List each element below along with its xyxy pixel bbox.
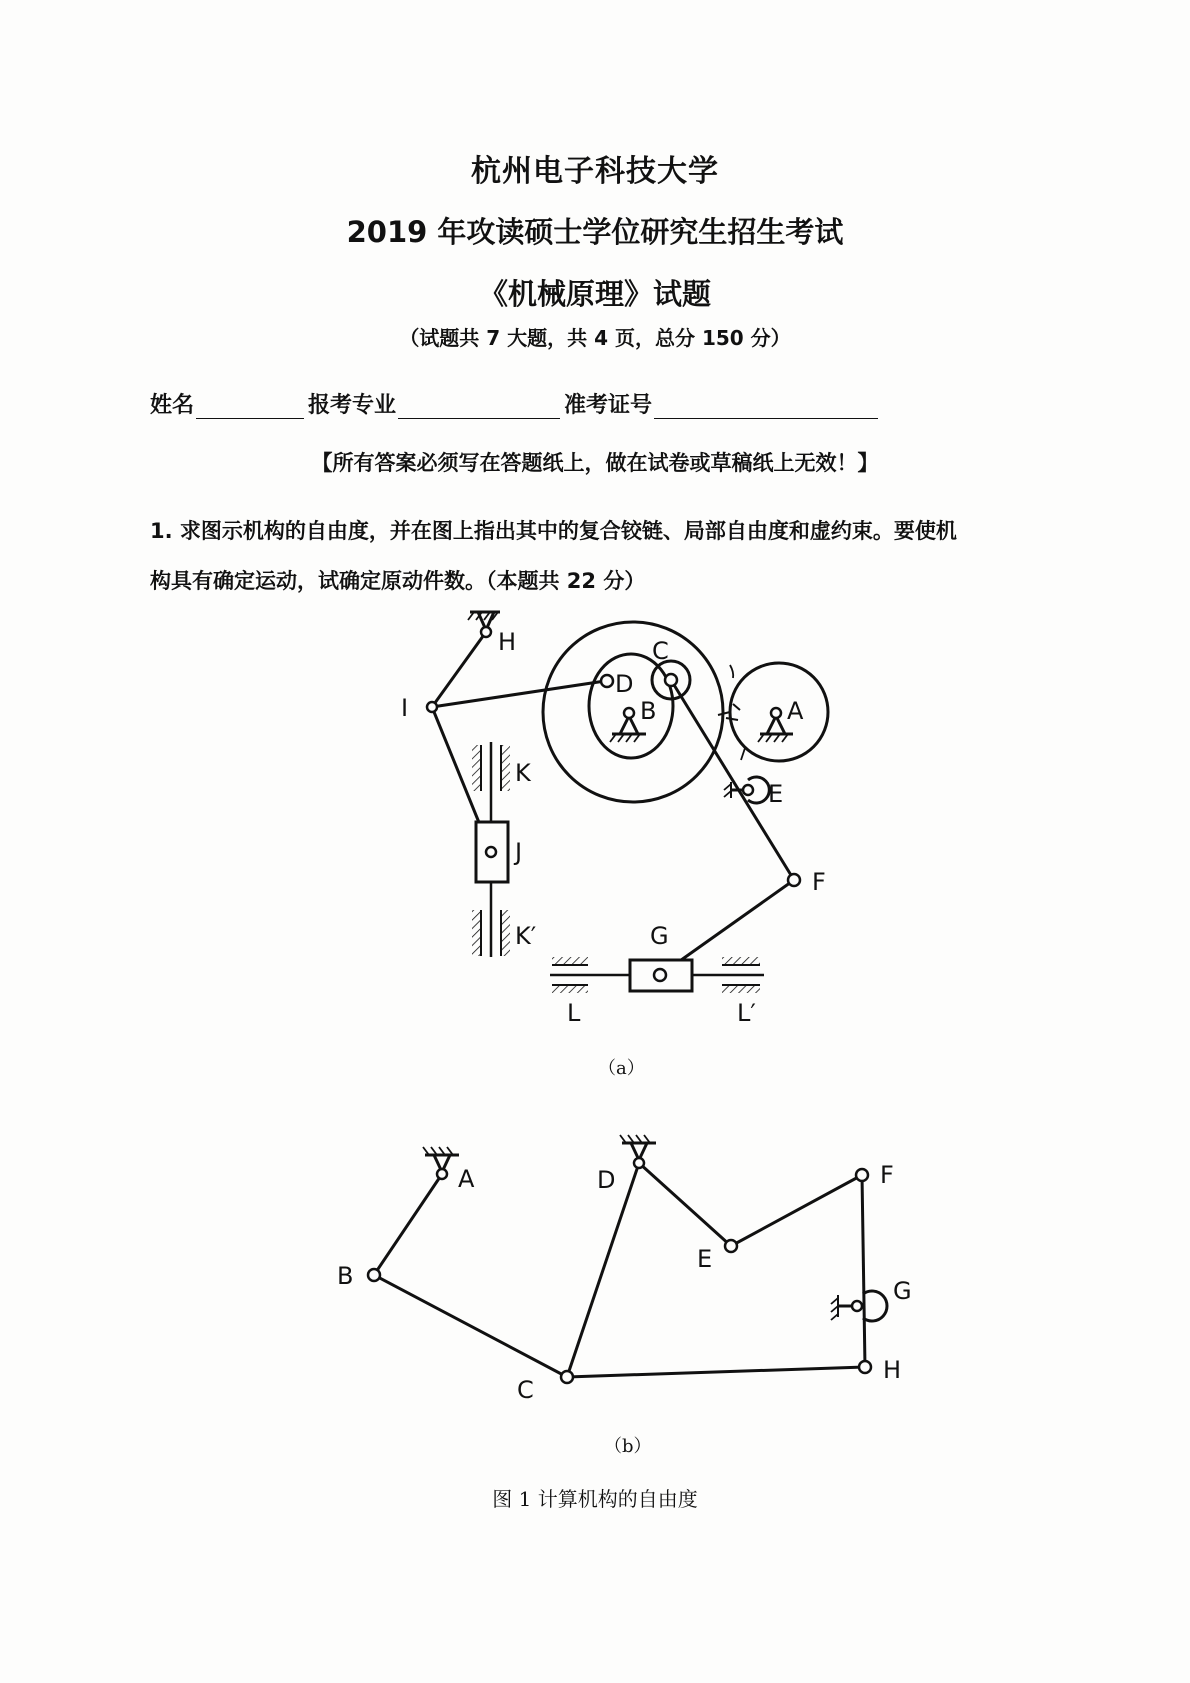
figure-a-caption: （a） — [598, 1058, 645, 1079]
guide-L2-bottom-hatch — [722, 985, 760, 993]
label-a-C: C — [652, 637, 669, 665]
label-a-J: J — [515, 838, 523, 866]
answer-notice: 【所有答案必须写在答题纸上，做在试卷或草稿纸上无效！】 — [311, 451, 879, 475]
ground-support-b-D — [620, 1135, 656, 1160]
exam-summary: （试题共 7 大题，共 4 页，总分 150 分） — [399, 326, 791, 350]
label-b-B: B — [337, 1262, 354, 1290]
label-b-G: G — [893, 1277, 912, 1305]
label-b-H: H — [883, 1356, 902, 1384]
label-b-D: D — [597, 1166, 616, 1194]
label-a-B: B — [640, 697, 657, 725]
figure-b — [368, 1135, 887, 1383]
guide-L2-top-hatch — [722, 957, 760, 965]
label-a-L2: L′ — [737, 999, 756, 1027]
mesh-mark-lower — [741, 748, 745, 760]
label-b-A: A — [458, 1165, 475, 1193]
label-a-F: F — [812, 868, 826, 896]
question-1-line-2: 构具有确定运动，试确定原动件数。（本题共 22 分） — [150, 569, 646, 593]
link-FH — [862, 1175, 865, 1367]
label-a-E: E — [768, 780, 784, 808]
guide-K2-right-hatch — [501, 910, 510, 956]
label-a-A: A — [787, 697, 804, 725]
label-a-K2: K′ — [515, 922, 537, 950]
link-EF — [731, 1175, 862, 1246]
question-1-line-1: 1. 求图示机构的自由度，并在图上指出其中的复合铰链、局部自由度和虚约束。要使机 — [150, 519, 957, 543]
university-title: 杭州电子科技大学 — [471, 154, 719, 189]
mesh-mark-upper — [730, 665, 733, 678]
label-a-H: H — [498, 628, 517, 656]
label-a-L: L — [567, 999, 581, 1027]
link-DE — [639, 1163, 731, 1246]
label-a-K: K — [515, 759, 531, 787]
exam-title: 2019 年攻读硕士学位研究生招生考试 — [346, 215, 844, 249]
figure-1-caption: 图 1 计算机构的自由度 — [492, 1487, 698, 1511]
label-a-G: G — [650, 922, 669, 950]
label-a-I: I — [401, 694, 409, 722]
label-b-E: E — [697, 1245, 713, 1273]
link-BC — [374, 1275, 567, 1377]
figure-b-caption: （b） — [604, 1436, 652, 1457]
guide-L-bottom-hatch — [552, 985, 588, 993]
link-ID — [432, 681, 605, 707]
link-HI — [432, 632, 486, 707]
label-b-C: C — [517, 1376, 534, 1404]
subject-title: 《机械原理》试题 — [478, 277, 711, 311]
link-CD — [567, 1163, 639, 1377]
name-label: 姓名 — [150, 393, 195, 418]
joints-b — [368, 1158, 871, 1383]
label-a-D: D — [615, 670, 634, 698]
major-label: 报考专业 — [308, 393, 397, 418]
label-b-F: F — [880, 1161, 894, 1189]
guide-K-right-hatch — [501, 745, 510, 791]
guide-K-left-hatch — [472, 745, 481, 791]
id-label: 准考证号 — [564, 393, 653, 418]
guide-K2-left-hatch — [472, 910, 481, 956]
link-CH — [567, 1367, 865, 1377]
link-AB — [374, 1174, 442, 1275]
guide-L-top-hatch — [552, 957, 588, 965]
joints-a — [427, 627, 800, 981]
